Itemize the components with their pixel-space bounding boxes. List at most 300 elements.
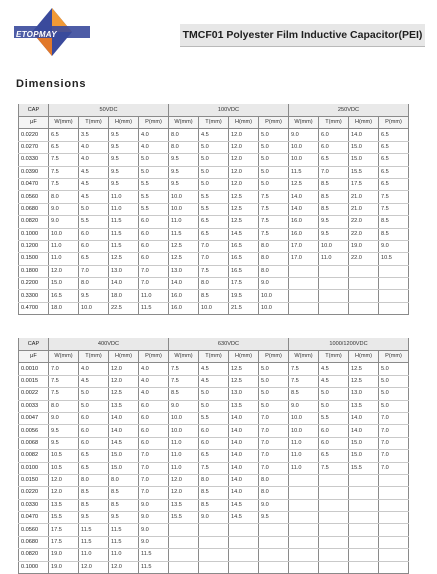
dimension-cell: 7.0 bbox=[139, 462, 169, 474]
dimension-cell: 6.5 bbox=[319, 450, 349, 462]
dimension-cell: 11.0 bbox=[289, 450, 319, 462]
voltage-group-header: 250VDC bbox=[289, 104, 409, 117]
dimension-cell: 10.0 bbox=[289, 425, 319, 437]
table-row bbox=[19, 240, 409, 252]
dimension-cell: 22.0 bbox=[349, 228, 379, 240]
dimension-cell: 12.0 bbox=[169, 474, 199, 486]
dimension-cell: 8.5 bbox=[109, 499, 139, 511]
column-header: W(mm) bbox=[169, 351, 199, 363]
dimension-cell: 15.0 bbox=[109, 462, 139, 474]
table-row bbox=[19, 437, 409, 449]
dimension-cell: 17.0 bbox=[289, 240, 319, 252]
dimension-cell: 18.0 bbox=[109, 290, 139, 302]
dimension-cell: 9.5 bbox=[109, 129, 139, 141]
dimension-cell: 14.0 bbox=[229, 425, 259, 437]
column-header: H(mm) bbox=[229, 351, 259, 363]
dimension-cell: 14.0 bbox=[349, 129, 379, 141]
dimension-cell: 14.0 bbox=[169, 278, 199, 290]
dimension-cell: 9.5 bbox=[49, 437, 79, 449]
dimension-cell: 14.0 bbox=[109, 425, 139, 437]
cap-value: 0.0820 bbox=[19, 216, 49, 228]
dimension-cell: 5.0 bbox=[139, 154, 169, 166]
column-header: W(mm) bbox=[49, 351, 79, 363]
dimension-cell bbox=[379, 265, 409, 277]
dimension-cell: 8.0 bbox=[79, 278, 109, 290]
dimension-cell: 15.0 bbox=[349, 450, 379, 462]
dimension-cell bbox=[319, 512, 349, 524]
dimension-cell: 12.5 bbox=[229, 203, 259, 215]
dimension-cell: 11.5 bbox=[139, 549, 169, 561]
column-header: H(mm) bbox=[109, 117, 139, 129]
dimension-cell: 14.0 bbox=[349, 425, 379, 437]
dimension-cell: 4.5 bbox=[79, 178, 109, 190]
dimension-cell bbox=[289, 524, 319, 536]
dimension-cell bbox=[349, 549, 379, 561]
voltage-group-header: 50VDC bbox=[49, 104, 169, 117]
dimension-cell: 19.5 bbox=[229, 290, 259, 302]
dimension-cell: 7.5 bbox=[49, 375, 79, 387]
dimension-cell: 15.0 bbox=[349, 437, 379, 449]
dimension-cell: 5.0 bbox=[259, 154, 289, 166]
dimension-cell: 7.5 bbox=[319, 462, 349, 474]
dimension-cell: 5.5 bbox=[199, 412, 229, 424]
dimension-cell: 8.5 bbox=[79, 499, 109, 511]
dimension-cell bbox=[169, 536, 199, 548]
dimension-cell: 6.0 bbox=[319, 141, 349, 153]
voltage-group-header: 100VDC bbox=[169, 104, 289, 117]
dimension-cell: 11.0 bbox=[169, 462, 199, 474]
dimension-cell: 6.5 bbox=[379, 178, 409, 190]
table-row bbox=[19, 129, 409, 141]
cap-value: 0.2200 bbox=[19, 278, 49, 290]
dimension-cell: 12.0 bbox=[49, 474, 79, 486]
dimension-cell: 9.0 bbox=[259, 499, 289, 511]
dimension-cell bbox=[289, 265, 319, 277]
dimension-cell bbox=[319, 536, 349, 548]
dimension-cell: 7.0 bbox=[259, 425, 289, 437]
dimension-cell: 5.5 bbox=[199, 191, 229, 203]
dimension-cell: 12.0 bbox=[49, 487, 79, 499]
dimension-cell: 7.5 bbox=[49, 178, 79, 190]
dimension-cell: 5.0 bbox=[319, 400, 349, 412]
dimension-cell bbox=[289, 290, 319, 302]
cap-header: CAP bbox=[19, 338, 49, 351]
dimension-cell: 9.0 bbox=[139, 499, 169, 511]
dimension-cell: 4.5 bbox=[79, 191, 109, 203]
brand-name: ETOPMAY bbox=[16, 30, 57, 39]
voltage-group-header: 1000/1200VDC bbox=[289, 338, 409, 351]
dimension-cell: 8.0 bbox=[259, 474, 289, 486]
dimension-cell: 22.0 bbox=[349, 253, 379, 265]
dimension-cell: 9.0 bbox=[139, 536, 169, 548]
dimension-cell bbox=[349, 499, 379, 511]
column-header: P(mm) bbox=[259, 117, 289, 129]
voltage-header-row bbox=[19, 338, 409, 351]
dimension-cell: 9.5 bbox=[319, 216, 349, 228]
dimension-cell: 5.0 bbox=[259, 166, 289, 178]
column-header: P(mm) bbox=[379, 117, 409, 129]
cap-value: 0.0082 bbox=[19, 450, 49, 462]
dimension-cell: 9.5 bbox=[79, 512, 109, 524]
dimension-cell bbox=[319, 290, 349, 302]
dimension-cell: 9.0 bbox=[49, 203, 79, 215]
dimension-cell: 6.0 bbox=[139, 437, 169, 449]
document-title: TMCF01 Polyester Film Inductive Capacitor(PEI) bbox=[180, 24, 425, 47]
column-header: W(mm) bbox=[289, 351, 319, 363]
dimension-cell: 7.0 bbox=[79, 265, 109, 277]
dimension-cell: 9.5 bbox=[169, 166, 199, 178]
dimension-cell: 7.0 bbox=[259, 462, 289, 474]
dimension-cell bbox=[349, 536, 379, 548]
column-header: H(mm) bbox=[349, 117, 379, 129]
dimension-cell: 14.0 bbox=[109, 278, 139, 290]
column-header: T(mm) bbox=[79, 117, 109, 129]
dimension-cell: 12.0 bbox=[49, 265, 79, 277]
dimension-cell: 5.0 bbox=[259, 400, 289, 412]
dimension-cell bbox=[199, 524, 229, 536]
dimension-cell: 6.5 bbox=[49, 129, 79, 141]
dimension-cell: 7.0 bbox=[259, 437, 289, 449]
dimension-cell: 12.5 bbox=[109, 388, 139, 400]
dimension-cell: 12.0 bbox=[109, 363, 139, 375]
table-row bbox=[19, 363, 409, 375]
dimension-cell: 6.0 bbox=[319, 437, 349, 449]
dimension-cell: 4.0 bbox=[79, 154, 109, 166]
dimension-cell: 10.5 bbox=[49, 462, 79, 474]
dimension-cell: 7.0 bbox=[139, 265, 169, 277]
dimension-cell: 4.5 bbox=[79, 166, 109, 178]
dimension-cell: 5.0 bbox=[199, 154, 229, 166]
table-row bbox=[19, 412, 409, 424]
cap-value: 0.0820 bbox=[19, 549, 49, 561]
dimension-cell: 5.0 bbox=[259, 141, 289, 153]
dimension-cell: 9.0 bbox=[49, 216, 79, 228]
dimension-cell: 5.0 bbox=[199, 178, 229, 190]
dimension-cell: 6.0 bbox=[79, 437, 109, 449]
cap-value: 0.0470 bbox=[19, 512, 49, 524]
dimension-cell: 8.0 bbox=[199, 474, 229, 486]
dimension-cell: 5.5 bbox=[139, 191, 169, 203]
cap-value: 0.0390 bbox=[19, 166, 49, 178]
table-row bbox=[19, 400, 409, 412]
dimension-cell: 11.5 bbox=[79, 536, 109, 548]
dimension-cell: 7.5 bbox=[49, 154, 79, 166]
dimension-cell: 8.5 bbox=[199, 290, 229, 302]
cap-value: 0.0220 bbox=[19, 129, 49, 141]
dimension-cell: 9.0 bbox=[139, 512, 169, 524]
dimension-cell: 3.5 bbox=[79, 129, 109, 141]
dimension-cell: 8.5 bbox=[199, 499, 229, 511]
cap-value: 0.0010 bbox=[19, 363, 49, 375]
dimension-cell: 5.5 bbox=[139, 203, 169, 215]
table-row bbox=[19, 462, 409, 474]
dimension-cell bbox=[259, 561, 289, 573]
dimension-cell bbox=[379, 536, 409, 548]
column-header: P(mm) bbox=[139, 351, 169, 363]
dimension-cell: 5.0 bbox=[79, 388, 109, 400]
dimension-cell: 4.0 bbox=[139, 375, 169, 387]
dimension-cell: 4.5 bbox=[199, 375, 229, 387]
dimension-cell: 17.5 bbox=[49, 536, 79, 548]
dimension-cell: 6.0 bbox=[199, 437, 229, 449]
dimension-cell: 5.0 bbox=[319, 388, 349, 400]
dimension-cell bbox=[169, 561, 199, 573]
cap-value: 0.0033 bbox=[19, 400, 49, 412]
dimension-cell: 6.5 bbox=[379, 141, 409, 153]
dimension-cell: 12.0 bbox=[229, 141, 259, 153]
dimension-cell bbox=[379, 302, 409, 314]
dimension-cell: 5.5 bbox=[319, 412, 349, 424]
dimension-cell: 5.0 bbox=[259, 388, 289, 400]
dimension-cell: 6.0 bbox=[139, 400, 169, 412]
cap-value: 0.4700 bbox=[19, 302, 49, 314]
dimension-cell: 11.0 bbox=[169, 450, 199, 462]
dimension-cell: 13.5 bbox=[49, 499, 79, 511]
dimension-cell: 4.0 bbox=[139, 141, 169, 153]
dimension-cell bbox=[169, 524, 199, 536]
dimension-cell bbox=[319, 278, 349, 290]
dimension-cell: 11.0 bbox=[79, 549, 109, 561]
table-row bbox=[19, 561, 409, 573]
dimension-cell: 9.5 bbox=[169, 154, 199, 166]
dimension-cell: 11.5 bbox=[289, 166, 319, 178]
dimension-cell: 8.0 bbox=[79, 474, 109, 486]
dimension-cell: 5.0 bbox=[259, 129, 289, 141]
column-header: H(mm) bbox=[349, 351, 379, 363]
dimension-cell: 7.0 bbox=[139, 278, 169, 290]
dimension-cell: 12.5 bbox=[229, 363, 259, 375]
dimension-cell: 8.0 bbox=[259, 253, 289, 265]
column-header: H(mm) bbox=[229, 117, 259, 129]
dimension-cell bbox=[289, 278, 319, 290]
table-row bbox=[19, 549, 409, 561]
dimension-cell: 9.5 bbox=[109, 178, 139, 190]
dimension-cell: 7.5 bbox=[379, 203, 409, 215]
dimension-cell bbox=[319, 561, 349, 573]
dimension-cell: 7.0 bbox=[259, 412, 289, 424]
cap-value: 0.1800 bbox=[19, 265, 49, 277]
dimension-cell: 7.5 bbox=[289, 375, 319, 387]
dimension-cell: 11.0 bbox=[49, 253, 79, 265]
dimension-cell: 13.5 bbox=[169, 499, 199, 511]
table-row bbox=[19, 253, 409, 265]
table-row bbox=[19, 524, 409, 536]
dimension-cell: 13.0 bbox=[109, 265, 139, 277]
dimension-cell: 12.0 bbox=[109, 375, 139, 387]
dimension-cell: 9.0 bbox=[139, 524, 169, 536]
cap-value: 0.0220 bbox=[19, 487, 49, 499]
dimension-cell: 7.5 bbox=[49, 388, 79, 400]
dimension-cell: 11.5 bbox=[139, 302, 169, 314]
dimension-cell: 7.5 bbox=[199, 462, 229, 474]
dimension-cell: 4.5 bbox=[319, 375, 349, 387]
dimension-cell: 8.5 bbox=[319, 191, 349, 203]
dimension-cell bbox=[259, 549, 289, 561]
dimension-cell: 10.0 bbox=[289, 154, 319, 166]
dimension-cell: 7.5 bbox=[259, 216, 289, 228]
table-row bbox=[19, 499, 409, 511]
dimension-cell bbox=[349, 512, 379, 524]
cap-value: 0.0330 bbox=[19, 499, 49, 511]
dimension-cell: 6.5 bbox=[379, 154, 409, 166]
dimension-cell: 4.0 bbox=[139, 388, 169, 400]
dimension-cell: 17.0 bbox=[289, 253, 319, 265]
dimension-cell bbox=[289, 302, 319, 314]
dimension-cell bbox=[169, 549, 199, 561]
dimension-cell: 12.5 bbox=[229, 191, 259, 203]
dimension-cell: 14.0 bbox=[229, 487, 259, 499]
dimension-cell: 16.0 bbox=[289, 228, 319, 240]
cap-value: 0.1200 bbox=[19, 240, 49, 252]
dimension-cell bbox=[229, 524, 259, 536]
dimension-cell: 10.0 bbox=[259, 290, 289, 302]
dimension-cell: 7.0 bbox=[319, 166, 349, 178]
dimension-cell: 12.5 bbox=[109, 253, 139, 265]
dimension-cell: 8.5 bbox=[379, 216, 409, 228]
dimension-cell: 11.0 bbox=[319, 253, 349, 265]
dimension-cell: 8.0 bbox=[109, 474, 139, 486]
dimension-cell: 7.5 bbox=[379, 191, 409, 203]
dimension-cell bbox=[349, 290, 379, 302]
dimension-cell: 6.0 bbox=[319, 129, 349, 141]
dimension-cell: 5.0 bbox=[79, 203, 109, 215]
dimension-cell: 9.0 bbox=[379, 240, 409, 252]
dimension-cell bbox=[289, 536, 319, 548]
cap-value: 0.0150 bbox=[19, 474, 49, 486]
dimension-cell: 15.5 bbox=[49, 512, 79, 524]
dimension-cell: 14.5 bbox=[109, 437, 139, 449]
dimension-cell: 6.5 bbox=[79, 450, 109, 462]
dimension-cell: 12.5 bbox=[349, 363, 379, 375]
dimension-cell: 6.0 bbox=[139, 228, 169, 240]
dimension-cell: 11.0 bbox=[139, 290, 169, 302]
dimension-cell bbox=[259, 536, 289, 548]
dimension-cell: 7.0 bbox=[379, 425, 409, 437]
dimension-cell: 5.0 bbox=[79, 400, 109, 412]
dimension-cell: 5.0 bbox=[199, 400, 229, 412]
column-header: T(mm) bbox=[199, 351, 229, 363]
dimension-cell: 11.0 bbox=[169, 437, 199, 449]
dimension-cell: 5.0 bbox=[379, 363, 409, 375]
table-row bbox=[19, 228, 409, 240]
cap-value: 0.3300 bbox=[19, 290, 49, 302]
column-header: H(mm) bbox=[109, 351, 139, 363]
dimension-cell: 8.0 bbox=[49, 191, 79, 203]
dimension-cell: 7.0 bbox=[139, 474, 169, 486]
dimension-cell: 4.5 bbox=[79, 375, 109, 387]
dimension-cell: 15.5 bbox=[349, 462, 379, 474]
dimension-cell: 11.5 bbox=[109, 536, 139, 548]
unit-header: μF bbox=[19, 351, 49, 363]
column-header: P(mm) bbox=[259, 351, 289, 363]
dimension-cell bbox=[349, 561, 379, 573]
cap-value: 0.0680 bbox=[19, 203, 49, 215]
dimension-cell: 5.0 bbox=[199, 388, 229, 400]
dimension-cell: 14.0 bbox=[229, 462, 259, 474]
dimension-cell: 14.0 bbox=[229, 412, 259, 424]
dimension-cell: 11.5 bbox=[109, 240, 139, 252]
dimension-cell: 8.5 bbox=[109, 487, 139, 499]
dimension-cell bbox=[289, 499, 319, 511]
dimension-cell: 7.5 bbox=[289, 363, 319, 375]
dimension-cell: 11.5 bbox=[109, 216, 139, 228]
dimension-cell bbox=[199, 561, 229, 573]
dimension-cell: 7.0 bbox=[139, 487, 169, 499]
dimension-cell bbox=[379, 499, 409, 511]
table-row bbox=[19, 388, 409, 400]
dimension-cell: 16.5 bbox=[229, 253, 259, 265]
dimension-cell: 6.5 bbox=[199, 450, 229, 462]
dimension-cell: 12.5 bbox=[229, 216, 259, 228]
dimension-cell: 5.0 bbox=[199, 141, 229, 153]
table-row bbox=[19, 166, 409, 178]
dimension-cell: 6.0 bbox=[139, 216, 169, 228]
dimension-cell bbox=[379, 290, 409, 302]
dimension-cell: 11.0 bbox=[289, 437, 319, 449]
dimension-cell: 10.0 bbox=[319, 240, 349, 252]
dimension-cell: 19.0 bbox=[49, 549, 79, 561]
dimension-cell: 7.0 bbox=[379, 450, 409, 462]
dimension-cell: 5.0 bbox=[259, 375, 289, 387]
table-row bbox=[19, 178, 409, 190]
cap-value: 0.0056 bbox=[19, 425, 49, 437]
column-header-row bbox=[19, 351, 409, 363]
dimension-cell: 5.0 bbox=[379, 388, 409, 400]
dimension-cell bbox=[379, 524, 409, 536]
dimension-cell: 9.0 bbox=[199, 512, 229, 524]
dimension-cell: 4.0 bbox=[139, 363, 169, 375]
dimension-cell: 4.0 bbox=[79, 363, 109, 375]
dimension-cell: 8.5 bbox=[169, 388, 199, 400]
dimension-cell: 13.5 bbox=[229, 400, 259, 412]
column-header: T(mm) bbox=[319, 351, 349, 363]
dimension-cell: 8.0 bbox=[259, 240, 289, 252]
column-header: T(mm) bbox=[79, 351, 109, 363]
column-header: P(mm) bbox=[139, 117, 169, 129]
dimension-cell bbox=[319, 549, 349, 561]
dimension-cell: 7.5 bbox=[169, 363, 199, 375]
dimension-cell: 9.5 bbox=[79, 290, 109, 302]
dimension-cell: 11.0 bbox=[109, 549, 139, 561]
dimension-cell: 11.0 bbox=[49, 240, 79, 252]
dimension-cell: 8.0 bbox=[49, 400, 79, 412]
dimension-cell: 15.5 bbox=[169, 512, 199, 524]
table-row bbox=[19, 278, 409, 290]
dimension-cell: 9.0 bbox=[169, 400, 199, 412]
dimension-cell: 7.0 bbox=[49, 363, 79, 375]
dimension-cell: 8.0 bbox=[259, 265, 289, 277]
dimension-cell: 16.0 bbox=[169, 302, 199, 314]
dimension-cell: 5.0 bbox=[259, 178, 289, 190]
dimension-cell: 7.0 bbox=[379, 437, 409, 449]
dimension-cell: 9.0 bbox=[289, 129, 319, 141]
cap-value: 0.1500 bbox=[19, 253, 49, 265]
dimension-cell: 17.5 bbox=[49, 524, 79, 536]
table-row bbox=[19, 487, 409, 499]
dimension-cell: 6.5 bbox=[199, 216, 229, 228]
dimension-cell: 8.0 bbox=[259, 487, 289, 499]
dimension-cell: 12.5 bbox=[289, 178, 319, 190]
dimension-cell: 9.5 bbox=[319, 228, 349, 240]
dimension-cell: 6.0 bbox=[139, 253, 169, 265]
cap-value: 0.0560 bbox=[19, 524, 49, 536]
dimension-cell: 11.0 bbox=[289, 462, 319, 474]
dimension-cell bbox=[349, 265, 379, 277]
dimension-cell: 8.5 bbox=[289, 388, 319, 400]
dimension-cell bbox=[289, 561, 319, 573]
dimension-cell: 10.0 bbox=[49, 228, 79, 240]
dimension-cell: 16.5 bbox=[229, 240, 259, 252]
